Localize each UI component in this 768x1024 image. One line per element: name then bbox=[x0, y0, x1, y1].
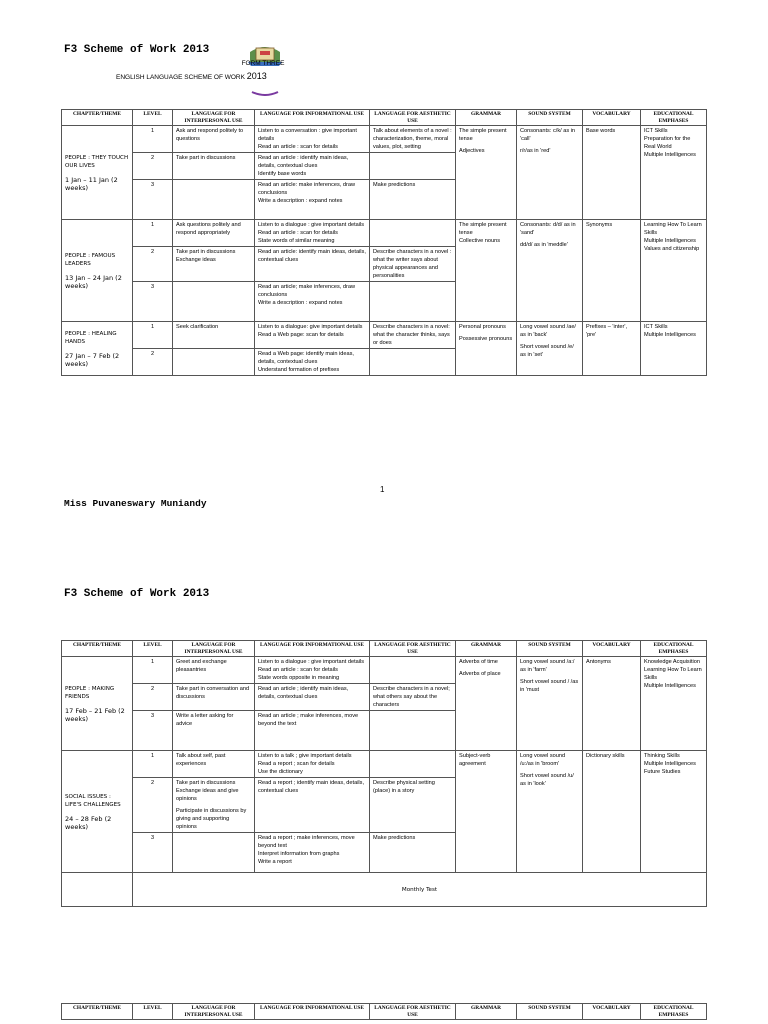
form-label: FORM THREE bbox=[241, 60, 285, 67]
theme-name: SOCIAL ISSUES : LIFE'S CHALLENGES bbox=[65, 793, 121, 808]
cell-line: Write a description : expand notes bbox=[258, 198, 343, 204]
theme-name: PEOPLE : MAKING FRIENDS bbox=[65, 685, 115, 700]
informational-cell bbox=[255, 220, 370, 247]
theme-date: 17 Feb – 21 Feb (2 weeks) bbox=[65, 706, 125, 723]
theme-date: 13 Jan – 24 Jan (2 weeks) bbox=[65, 273, 122, 290]
cell-line: Prefixes – 'inter', 'pre' bbox=[586, 324, 627, 338]
cell-line: Read an article: make inferences, draw conclusions bbox=[258, 182, 356, 196]
column-header: VOCABULARY bbox=[583, 641, 641, 657]
aesthetic-cell bbox=[370, 153, 456, 180]
interpersonal-cell bbox=[173, 153, 255, 180]
level-cell: 3 bbox=[133, 711, 173, 751]
cell-line: Identify base words bbox=[258, 171, 307, 177]
aesthetic-cell bbox=[370, 751, 456, 778]
cell-line: ICT Skills bbox=[644, 324, 668, 330]
cell-line: Thinking Skills bbox=[644, 753, 680, 759]
table-header-row bbox=[62, 110, 707, 126]
cell-line: Antonyms bbox=[586, 659, 611, 665]
informational-cell bbox=[255, 322, 370, 349]
aesthetic-cell bbox=[370, 711, 456, 751]
scheme-table-1 bbox=[61, 109, 707, 376]
table-header-row bbox=[62, 641, 707, 657]
cell-line: Consonants: d/d/ as in 'sand' bbox=[520, 222, 576, 236]
theme-cell bbox=[62, 126, 133, 220]
informational-cell bbox=[255, 282, 370, 322]
column-header: CHAPTER/THEME bbox=[62, 110, 133, 126]
cell-line: Listen to a talk ; give important details bbox=[258, 753, 352, 759]
cell-line: Read an article : identify main ideas, details, contextual clues bbox=[258, 155, 349, 169]
cell-line: Personal pronouns bbox=[459, 324, 506, 330]
cell-line: Multiple Intelligences bbox=[644, 761, 696, 767]
cell-line: Greet and exchange pleasantries bbox=[176, 659, 227, 673]
cell-line: Read a Web page: scan for details bbox=[258, 332, 344, 338]
column-header: EDUCATIONAL EMPHASES bbox=[641, 110, 707, 126]
interpersonal-cell bbox=[173, 126, 255, 153]
aesthetic-cell bbox=[370, 657, 456, 684]
aesthetic-cell bbox=[370, 349, 456, 376]
level-cell: 2 bbox=[133, 349, 173, 376]
informational-cell bbox=[255, 349, 370, 376]
cell-line: Ask questions politely and respond appropriately bbox=[176, 222, 241, 236]
column-header: LEVEL bbox=[133, 641, 173, 657]
grammar-cell bbox=[456, 751, 517, 873]
cell-line: Values and citizenship bbox=[644, 246, 700, 252]
cell-line: The simple present tense bbox=[459, 128, 507, 142]
level-cell: 1 bbox=[133, 126, 173, 153]
theme-name: PEOPLE : THEY TOUCH OUR LIVES bbox=[65, 154, 129, 169]
aesthetic-cell bbox=[370, 833, 456, 873]
cell-line: Adverbs of place bbox=[459, 671, 501, 677]
column-header: LANGUAGE FOR INFORMATIONAL USE bbox=[255, 110, 370, 126]
theme-cell bbox=[62, 322, 133, 376]
cell-line: Short vowel sound /e/ as in 'set' bbox=[520, 344, 574, 358]
column-header: LANGUAGE FOR INTERPERSONAL USE bbox=[173, 110, 255, 126]
cell-line: dd/d/ as in 'meddle' bbox=[520, 242, 568, 248]
theme-date: 24 – 28 Feb (2 weeks) bbox=[65, 814, 112, 831]
aesthetic-cell bbox=[370, 778, 456, 833]
level-cell: 1 bbox=[133, 751, 173, 778]
cell-line: Make predictions bbox=[373, 182, 416, 188]
vocabulary-cell bbox=[583, 322, 641, 376]
column-header: GRAMMAR bbox=[456, 1004, 517, 1020]
cell-line: Take part in discussions bbox=[176, 155, 236, 161]
column-header: CHAPTER/THEME bbox=[62, 1004, 133, 1020]
cell-line: Adjectives bbox=[459, 148, 485, 154]
cell-line: Dictionary skills bbox=[586, 753, 625, 759]
cell-line: Interpret information from graphs bbox=[258, 851, 340, 857]
column-header: CHAPTER/THEME bbox=[62, 641, 133, 657]
column-header: SOUND SYSTEM bbox=[517, 110, 583, 126]
interpersonal-cell bbox=[173, 833, 255, 873]
cell-line: Ask and respond politely to questions bbox=[176, 128, 244, 142]
cell-line: Preparation for the Real World bbox=[644, 136, 691, 150]
interpersonal-cell bbox=[173, 247, 255, 282]
column-header: VOCABULARY bbox=[583, 1004, 641, 1020]
aesthetic-cell bbox=[370, 180, 456, 220]
level-cell: 2 bbox=[133, 153, 173, 180]
theme-cell bbox=[62, 220, 133, 322]
cell-line: Base words bbox=[586, 128, 616, 134]
cell-line: Talk about self, past experiences bbox=[176, 753, 226, 767]
cell-line: Multiple Intelligences bbox=[644, 152, 696, 158]
scheme-table-2 bbox=[61, 640, 707, 907]
column-header: LEVEL bbox=[133, 1004, 173, 1020]
column-header: EDUCATIONAL EMPHASES bbox=[641, 1004, 707, 1020]
theme-cell bbox=[62, 751, 133, 873]
informational-cell bbox=[255, 751, 370, 778]
interpersonal-cell bbox=[173, 282, 255, 322]
sound-system-cell bbox=[517, 322, 583, 376]
cell-line: Describe characters in a novel; what others say about the characters bbox=[373, 686, 450, 708]
interpersonal-cell bbox=[173, 220, 255, 247]
cell-line: Collective nouns bbox=[459, 238, 501, 244]
table-row bbox=[62, 873, 707, 907]
cell-line: Understand formation of prefixes bbox=[258, 367, 340, 373]
emphases-cell bbox=[641, 751, 707, 873]
cell-line: Long vowel sound /a:/ as in 'farm' bbox=[520, 659, 575, 673]
column-header: LEVEL bbox=[133, 110, 173, 126]
informational-cell bbox=[255, 180, 370, 220]
informational-cell bbox=[255, 778, 370, 833]
theme-date: 1 Jan – 11 Jan (2 weeks) bbox=[65, 175, 118, 192]
interpersonal-cell bbox=[173, 778, 255, 833]
cell-line: Synonyms bbox=[586, 222, 613, 228]
cell-line: Use the dictionary bbox=[258, 769, 303, 775]
cell-line: Learning How To Learn Skills bbox=[644, 222, 702, 236]
column-header: LANGUAGE FOR INTERPERSONAL USE bbox=[173, 641, 255, 657]
vocabulary-cell bbox=[583, 657, 641, 751]
level-cell: 1 bbox=[133, 322, 173, 349]
theme-name: PEOPLE : HEALING HANDS bbox=[65, 330, 117, 345]
vocabulary-cell bbox=[583, 751, 641, 873]
grammar-cell bbox=[456, 657, 517, 751]
grammar-cell bbox=[456, 220, 517, 322]
column-header: EDUCATIONAL EMPHASES bbox=[641, 641, 707, 657]
cell-line: Talk about elements of a novel : characterization, theme, moral values, plot, setting bbox=[373, 128, 452, 150]
cell-line: Describe characters in a novel : what the writer says about physical appearances and personalities bbox=[373, 249, 452, 279]
interpersonal-cell bbox=[173, 751, 255, 778]
emphases-cell bbox=[641, 322, 707, 376]
informational-cell bbox=[255, 684, 370, 711]
cell-line: Write a description : expand notes bbox=[258, 300, 343, 306]
level-cell: 3 bbox=[133, 180, 173, 220]
cell-line: Take part in discussions bbox=[176, 249, 236, 255]
cell-line: Learning How To Learn Skills bbox=[644, 667, 702, 681]
sound-system-cell bbox=[517, 220, 583, 322]
vocabulary-cell bbox=[583, 126, 641, 220]
table-row bbox=[62, 220, 707, 247]
cell-line: Read an article : scan for details bbox=[258, 667, 338, 673]
cell-line: Write a letter asking for advice bbox=[176, 713, 234, 727]
cell-line: Write a report bbox=[258, 859, 292, 865]
interpersonal-cell bbox=[173, 657, 255, 684]
column-header: SOUND SYSTEM bbox=[517, 641, 583, 657]
sound-system-cell bbox=[517, 751, 583, 873]
grammar-cell bbox=[456, 322, 517, 376]
emphases-cell bbox=[641, 126, 707, 220]
school-crest-icon bbox=[246, 40, 284, 96]
cell-line: Take part in discussions bbox=[176, 780, 236, 786]
cell-line: Read a report ; scan for details bbox=[258, 761, 335, 767]
cell-line: Listen to a dialogue : give important details bbox=[258, 659, 365, 665]
cell-line: State words opposite in meaning bbox=[258, 675, 340, 681]
informational-cell bbox=[255, 126, 370, 153]
sound-system-cell bbox=[517, 126, 583, 220]
scheme-table-3-header bbox=[61, 1003, 707, 1020]
cell-line: Take part in conversation and discussions bbox=[176, 686, 250, 700]
cell-line: Listen to a conversation : give important details bbox=[258, 128, 357, 142]
cell-line: Describe physical setting (place) in a story bbox=[373, 780, 435, 794]
interpersonal-cell bbox=[173, 180, 255, 220]
column-header: LANGUAGE FOR AESTHETIC USE bbox=[370, 641, 456, 657]
cell-line: Read an article: identify main ideas, details, contextual clues bbox=[258, 249, 366, 263]
emphases-cell bbox=[641, 220, 707, 322]
cell-line: Make predictions bbox=[373, 835, 416, 841]
column-header: LANGUAGE FOR INTERPERSONAL USE bbox=[173, 1004, 255, 1020]
cell-line: Seek clarification bbox=[176, 324, 219, 330]
table-row bbox=[62, 751, 707, 778]
emphases-cell bbox=[641, 657, 707, 751]
monthly-test-cell: Monthly Test bbox=[133, 873, 707, 907]
cell-line: Long vowel sound /ae/ as in 'back' bbox=[520, 324, 576, 338]
page1-title: F3 Scheme of Work 2013 bbox=[64, 44, 210, 56]
cell-line: Short vowel sound /u/ as in 'look' bbox=[520, 773, 574, 787]
cell-line: Future Studies bbox=[644, 769, 681, 775]
informational-cell bbox=[255, 657, 370, 684]
cell-line: Knowledge Acquisition bbox=[644, 659, 700, 665]
theme-name: PEOPLE : FAMOUS LEADERS bbox=[65, 252, 116, 267]
cell-line: The simple present tense bbox=[459, 222, 507, 236]
page2-title: F3 Scheme of Work 2013 bbox=[64, 588, 210, 600]
grammar-cell bbox=[456, 126, 517, 220]
author-name: Miss Puvaneswary Muniandy bbox=[64, 498, 207, 509]
aesthetic-cell bbox=[370, 282, 456, 322]
cell-line: Read a report ; identify main ideas, details, contextual clues bbox=[258, 780, 365, 794]
column-header: GRAMMAR bbox=[456, 641, 517, 657]
cell-line: Read an article ; identify main ideas, details, contextual clues bbox=[258, 686, 349, 700]
table-row bbox=[62, 322, 707, 349]
cell-line: Read an article : scan for details bbox=[258, 144, 338, 150]
cell-line: Exchange ideas and give opinions bbox=[176, 788, 239, 802]
column-header: LANGUAGE FOR INFORMATIONAL USE bbox=[255, 641, 370, 657]
level-cell: 2 bbox=[133, 778, 173, 833]
level-cell: 1 bbox=[133, 657, 173, 684]
interpersonal-cell bbox=[173, 684, 255, 711]
informational-cell bbox=[255, 247, 370, 282]
theme-cell bbox=[62, 657, 133, 751]
cell-line: Adverbs of time bbox=[459, 659, 498, 665]
cell-line: Read a Web page: identify main ideas, details, contextual clues bbox=[258, 351, 354, 365]
aesthetic-cell bbox=[370, 126, 456, 153]
table-row bbox=[62, 657, 707, 684]
interpersonal-cell bbox=[173, 322, 255, 349]
column-header: LANGUAGE FOR INFORMATIONAL USE bbox=[255, 1004, 370, 1020]
interpersonal-cell bbox=[173, 349, 255, 376]
aesthetic-cell bbox=[370, 684, 456, 711]
sound-system-cell bbox=[517, 657, 583, 751]
level-cell: 1 bbox=[133, 220, 173, 247]
cell-line: Read a report ; make inferences, move beyond text bbox=[258, 835, 355, 849]
blank-cell bbox=[62, 873, 133, 907]
cell-line: Read an article : scan for details bbox=[258, 230, 338, 236]
cell-line: Multiple Intelligences bbox=[644, 332, 696, 338]
column-header: LANGUAGE FOR AESTHETIC USE bbox=[370, 1004, 456, 1020]
column-header: SOUND SYSTEM bbox=[517, 1004, 583, 1020]
column-header: LANGUAGE FOR AESTHETIC USE bbox=[370, 110, 456, 126]
cell-line: Possessive pronouns bbox=[459, 336, 513, 342]
cell-line: Multiple Intelligences bbox=[644, 238, 696, 244]
cell-line: Participate in discussions by giving and supporting opinions bbox=[176, 808, 247, 830]
cell-line: Consonants: c/k/ as in 'call' bbox=[520, 128, 576, 142]
cell-line: r/r/as in 'red' bbox=[520, 148, 551, 154]
cell-line: Read an article; make inferences, draw conclusions bbox=[258, 284, 356, 298]
level-cell: 3 bbox=[133, 282, 173, 322]
informational-cell bbox=[255, 711, 370, 751]
cell-line: Short vowel sound / /as in 'must bbox=[520, 679, 579, 693]
interpersonal-cell bbox=[173, 711, 255, 751]
aesthetic-cell bbox=[370, 220, 456, 247]
table-header-row bbox=[62, 1004, 707, 1020]
informational-cell bbox=[255, 833, 370, 873]
level-cell: 2 bbox=[133, 247, 173, 282]
cell-line: State words of similar meaning bbox=[258, 238, 335, 244]
theme-date: 27 Jan – 7 Feb (2 weeks) bbox=[65, 351, 120, 368]
cell-line: Read an article ; make inferences, move beyond the text bbox=[258, 713, 359, 727]
informational-cell bbox=[255, 153, 370, 180]
cell-line: Multiple Intelligences bbox=[644, 683, 696, 689]
cell-line: Exchange ideas bbox=[176, 257, 216, 263]
cell-line: Long vowel sound /u:/as in 'broom' bbox=[520, 753, 566, 767]
cell-line: ICT Skills bbox=[644, 128, 668, 134]
aesthetic-cell bbox=[370, 322, 456, 349]
level-cell: 2 bbox=[133, 684, 173, 711]
cell-line: Listen to a dialogue : give important details bbox=[258, 222, 365, 228]
page-number: 1 bbox=[380, 485, 385, 494]
subtitle: ENGLISH LANGUAGE SCHEME OF WORK 2013 bbox=[116, 71, 267, 81]
column-header: VOCABULARY bbox=[583, 110, 641, 126]
vocabulary-cell bbox=[583, 220, 641, 322]
table-row bbox=[62, 126, 707, 153]
aesthetic-cell bbox=[370, 247, 456, 282]
cell-line: Subject-verb agreement bbox=[459, 753, 491, 767]
level-cell: 3 bbox=[133, 833, 173, 873]
cell-line: Describe characters in a novel: what the character thinks, says or does bbox=[373, 324, 450, 346]
cell-line: Listen to a dialogue: give important details bbox=[258, 324, 363, 330]
column-header: GRAMMAR bbox=[456, 110, 517, 126]
